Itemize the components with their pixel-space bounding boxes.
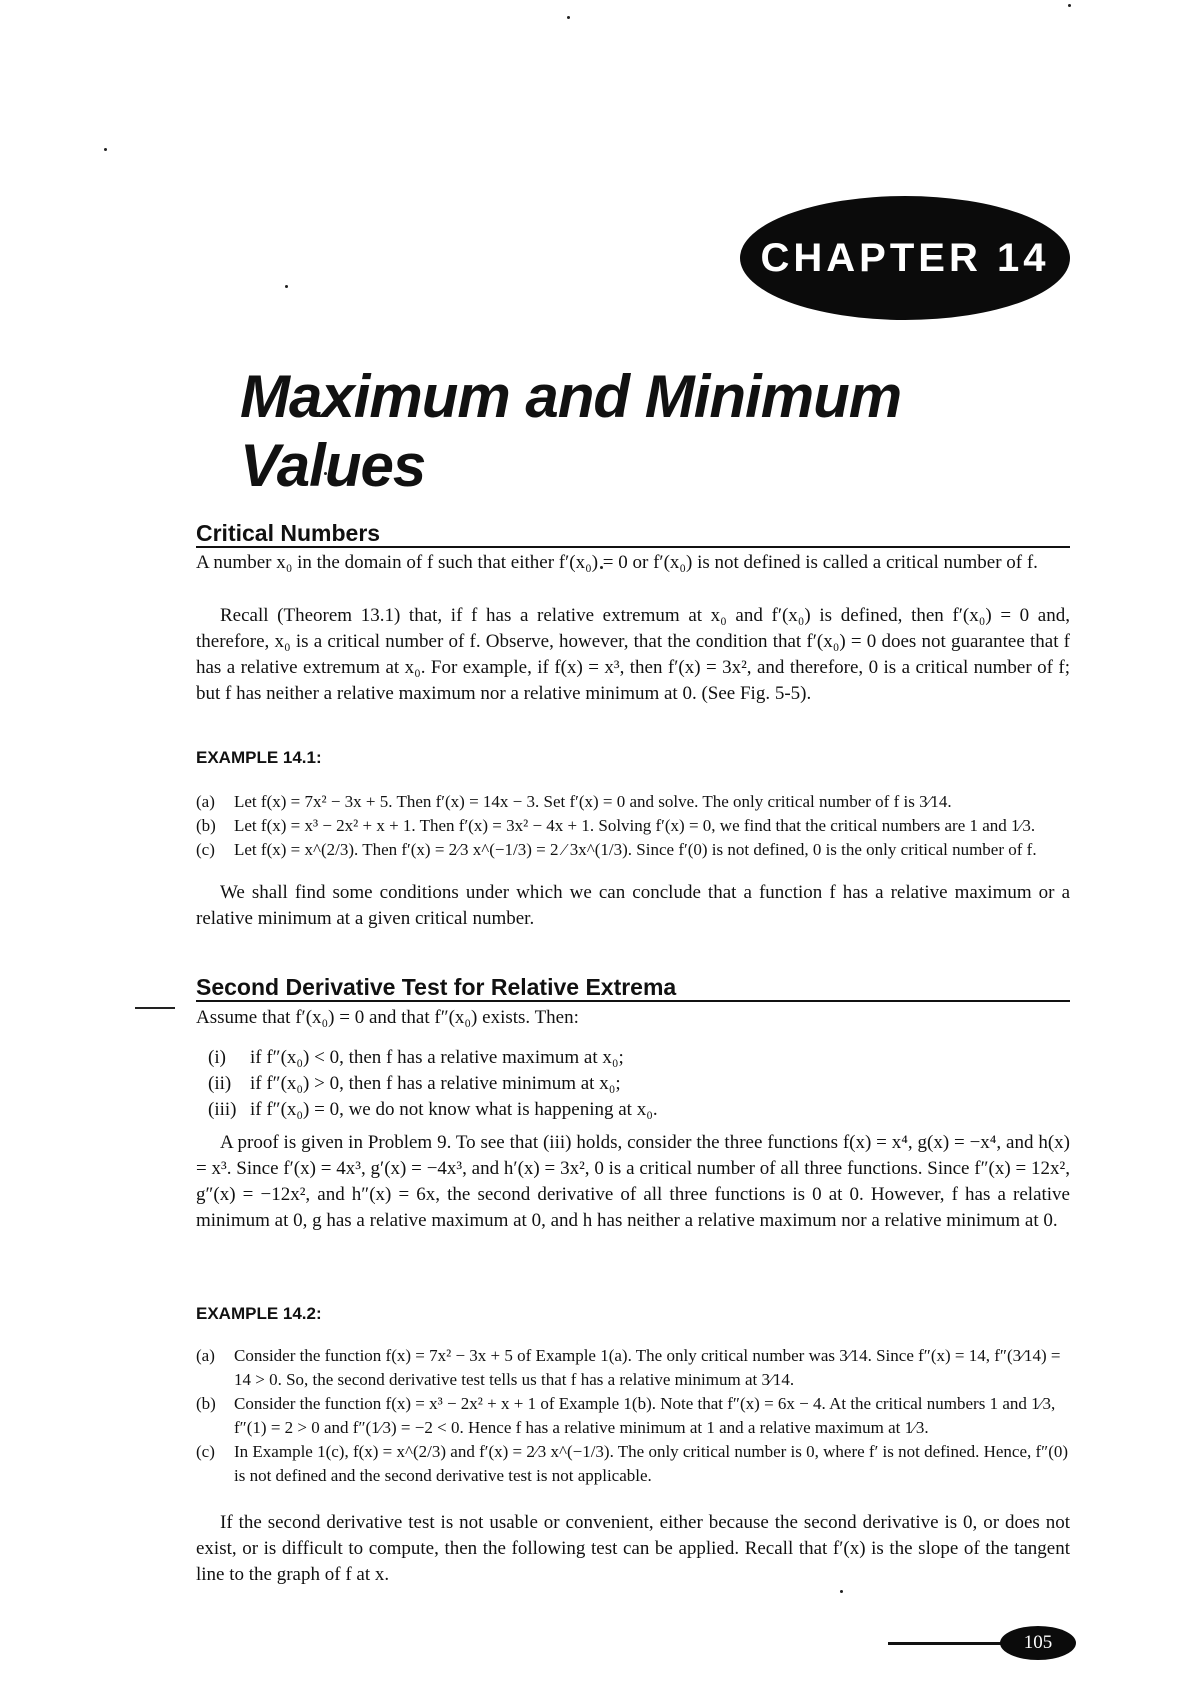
item-label: (i)	[208, 1047, 226, 1068]
scan-speck	[1068, 4, 1071, 7]
test-condition	[208, 1071, 1068, 1097]
item-text: Consider the function f(x) = x³ − 2x² + x + 1 of Example 1(b). Note that f″(x) = 6x − 4. At the critical numbers 1 and 1⁄3, f″(1) = 2 > 0 and f″(1⁄3) = −2 < 0. Hence f has a relative minimum at 1 and a relative maximum at 1⁄3.	[234, 1394, 1056, 1437]
section-heading-critical-numbers: Critical Numbers	[196, 520, 381, 546]
item-text: Consider the function f(x) = 7x² − 3x + 5 of Example 1(a). The only critical number was 3⁄14. Since f″(x) = 14, f″(3⁄14) = 14 > 0. So, the second derivative test tells us that f has a relative minimum at 3⁄14.	[234, 1346, 1061, 1389]
assumption-paragraph: Assume that f′(x₀) = 0 and that f″(x₀) exists. Then:	[196, 1007, 579, 1028]
test-condition	[208, 1097, 1068, 1123]
item-label: (a)	[196, 1346, 215, 1365]
closing-paragraph: If the second derivative test is not usable or convenient, either because the second derivative is 0, or does not exist, or is difficult to compute, then the following test can be applied. Recall that f′(x) is the slope of the tangent line to the graph of f at x.	[196, 1512, 1070, 1585]
test-condition	[208, 1045, 1068, 1071]
example-heading: EXAMPLE 14.1:	[196, 748, 322, 767]
item-label: (c)	[196, 840, 215, 859]
footer-rule	[888, 1642, 1008, 1645]
item-text: Let f(x) = x^(2/3). Then f′(x) = 2⁄3 x^(−1/3) = 2 ⁄ 3x^(1/3). Since f′(0) is not defined, 0 is the only critical number of f.	[234, 840, 1037, 859]
proof-paragraph: A proof is given in Problem 9. To see that (iii) holds, consider the three functions f(x) = x⁴, g(x) = −x⁴, and h(x) = x³. Since f′(x) = 4x³, g′(x) = −4x³, and h′(x) = 3x², 0 is a critical number of all three functions. Since f″(x) = 12x², g″(x) = −12x², and h″(x) = 6x, the second derivative of all three functions is 0 at 0. However, f has a relative minimum at 0, g has a relative maximum at 0, and h has neither a relative maximum nor a relative minimum at 0.	[196, 1132, 1070, 1231]
margin-mark	[135, 1007, 175, 1009]
example-item	[196, 1344, 1070, 1392]
scan-speck	[104, 148, 107, 151]
recall-paragraph: Recall (Theorem 13.1) that, if f has a relative extremum at x₀ and f′(x₀) is defined, then f′(x₀) = 0 and, therefore, x₀ is a critical number of f. Observe, however, that the condition that f′(x₀) = 0 does not guarantee that f has a relative extremum at x₀. For example, if f(x) = x³, then f′(x) = 3x², and therefore, 0 is a critical number of f; but f has neither a relative maximum nor a relative minimum at 0. (See Fig. 5-5).	[196, 605, 1070, 704]
item-text: Let f(x) = x³ − 2x² + x + 1. Then f′(x) = 3x² − 4x + 1. Solving f′(x) = 0, we find that the critical numbers are 1 and 1⁄3.	[234, 816, 1036, 835]
page-title: Maximum and Minimum Values	[240, 363, 902, 499]
item-label: (ii)	[208, 1073, 232, 1094]
definition-paragraph: A number x₀ in the domain of f such that either f′(x₀) = 0 or f′(x₀) is not defined is called a critical number of f.	[196, 552, 1038, 573]
section-rule	[196, 546, 1070, 548]
chapter-label: CHAPTER 14	[760, 235, 1050, 280]
section-heading-second-derivative-test: Second Derivative Test for Relative Extrema	[196, 974, 677, 1000]
item-label: (iii)	[208, 1099, 237, 1120]
example-item	[196, 814, 1070, 838]
example-item	[196, 1392, 1070, 1440]
scan-speck	[567, 16, 570, 19]
page-number: 105	[1000, 1626, 1076, 1660]
item-text: Let f(x) = 7x² − 3x + 5. Then f′(x) = 14x − 3. Set f′(x) = 0 and solve. The only critical number of f is 3⁄14.	[234, 792, 952, 811]
item-text: if f″(x₀) = 0, we do not know what is happening at x₀.	[250, 1099, 658, 1120]
chapter-badge	[740, 196, 1070, 320]
conditions-paragraph: We shall find some conditions under which we can conclude that a function f has a relative maximum or a relative minimum at a given critical number.	[196, 882, 1070, 929]
item-text: if f″(x₀) < 0, then f has a relative maximum at x₀;	[250, 1047, 624, 1068]
item-label: (a)	[196, 792, 215, 811]
example-item	[196, 790, 1070, 814]
scan-speck	[840, 1590, 843, 1593]
section-rule	[196, 1000, 1070, 1002]
item-text: In Example 1(c), f(x) = x^(2/3) and f′(x) = 2⁄3 x^(−1/3). The only critical number is 0, where f′ is not defined. Hence, f″(0) is not defined and the second derivative test is not applicable.	[234, 1442, 1069, 1485]
example-item	[196, 1440, 1070, 1488]
scan-speck	[285, 285, 288, 288]
example-item	[196, 838, 1070, 862]
item-label: (b)	[196, 816, 216, 835]
item-label: (c)	[196, 1442, 215, 1461]
example-list	[196, 790, 1070, 862]
test-conditions-list	[208, 1045, 1068, 1123]
example-list	[196, 1344, 1070, 1488]
page-number-footer	[888, 1626, 1080, 1662]
example-heading: EXAMPLE 14.2:	[196, 1304, 322, 1323]
item-text: if f″(x₀) > 0, then f has a relative minimum at x₀;	[250, 1073, 621, 1094]
item-label: (b)	[196, 1394, 216, 1413]
